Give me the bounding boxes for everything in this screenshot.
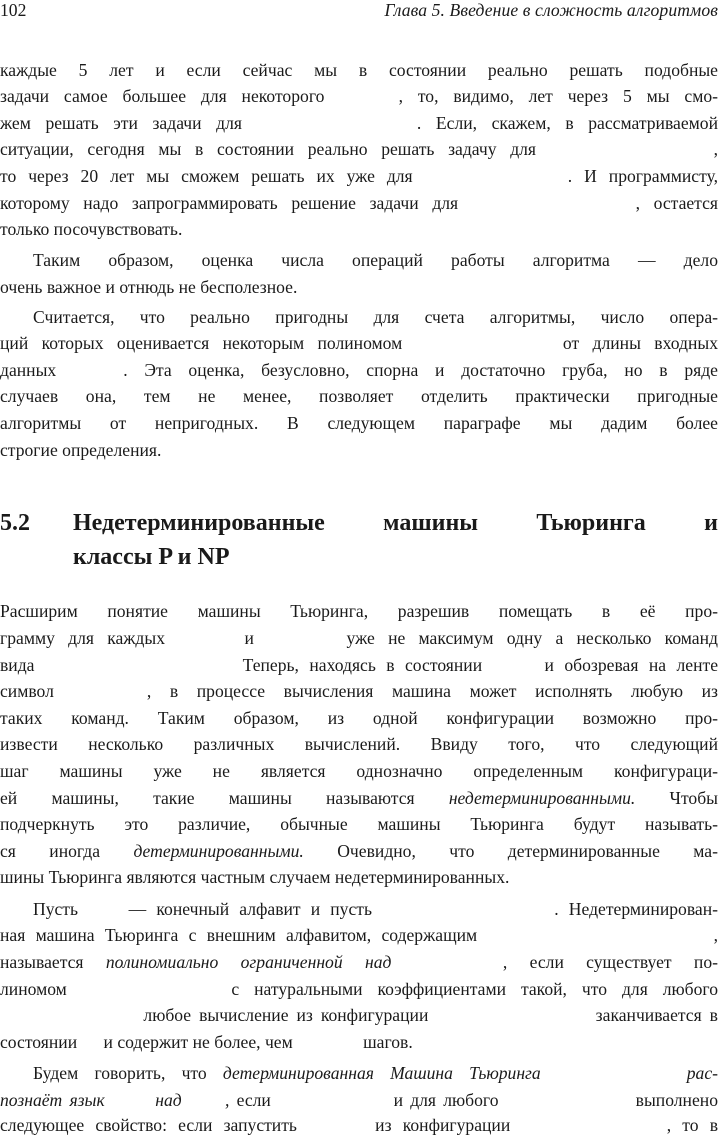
- chapter-title: Глава 5. Введение в сложность алгоритмов: [384, 0, 718, 20]
- section-title: Недетерминированные машины Тьюринга и: [73, 510, 718, 536]
- text-line: задачи самое большее для некоторого , то, видимо, лет через 5 мы смо-: [0, 86, 718, 106]
- section-number: 5.2: [0, 510, 30, 536]
- text-line: шаг машины уже не является однозначно определенным конфигураци-: [0, 761, 718, 781]
- text-line: ная машина Тьюринга с внешним алфавитом, содержащим ,: [0, 925, 718, 945]
- text-line: то через 20 лет мы сможем решать их уже для . И программисту,: [0, 166, 718, 186]
- text-line: линомом с натуральными коэффициентами такой, что для любого: [0, 979, 718, 999]
- text-line: вида Теперь, находясь в состоянии и обозревая на ленте: [0, 655, 718, 675]
- text-line: ей машины, такие машины называются недетерминированными. Чтобы: [0, 788, 718, 808]
- text-line: Таким образом, оценка числа операций работы алгоритма — дело: [33, 250, 718, 270]
- text-line: называется полиномиально ограниченной над , если существует по-: [0, 952, 718, 972]
- text-line: познаёт язык над , если и для любого выполнено: [0, 1090, 718, 1110]
- text-line: ся иногда детерминированными. Очевидно, что детерминированные ма-: [0, 841, 718, 861]
- text-line: Пусть — конечный алфавит и пусть . Недетерминирован-: [33, 899, 718, 919]
- section-title: классы P и NP: [73, 544, 230, 570]
- text-line: очень важное и отнюдь не бесполезное.: [0, 277, 298, 297]
- text-line: случаев она, тем не менее, позволяет отделить практически пригодные: [0, 386, 718, 406]
- text-line: каждые 5 лет и если сейчас мы в состоянии реально решать подобные: [0, 60, 718, 80]
- text-line: шины Тьюринга являются частным случаем недетерминированных.: [0, 867, 510, 887]
- text-line: Будем говорить, что детерминированная Машина Тьюринга рас-: [33, 1063, 718, 1083]
- text-line: только посочувствовать.: [0, 219, 183, 239]
- text-line: состоянии и содержит не более, чем шагов.: [0, 1032, 413, 1052]
- page-number: 102: [0, 0, 27, 20]
- text-line: Считается, что реально пригодны для счета алгоритмы, число опера-: [33, 307, 718, 327]
- text-line: строгие определения.: [0, 440, 162, 460]
- term-emphasis: познаёт язык над ,: [0, 1090, 230, 1110]
- text-line: извести несколько различных вычислений. Ввиду того, что следующий: [0, 734, 718, 754]
- text-line: символ , в процессе вычисления машина может исполнять любую из: [0, 681, 718, 701]
- term-emphasis: недетерминированными.: [448, 788, 636, 808]
- text-line: следующее свойство: если запустить из конфигурации , то в: [0, 1115, 718, 1135]
- text-line: алгоритмы от непригодных. В следующем параграфе мы дадим более: [0, 413, 718, 433]
- text-line: таких команд. Таким образом, из одной конфигурации возможно про-: [0, 708, 718, 728]
- term-emphasis: детерминированная Машина Тьюринга рас-: [222, 1063, 718, 1083]
- running-header: [0, 0, 718, 26]
- text-line: данных . Эта оценка, безусловно, спорна и достаточно груба, но в ряде: [0, 360, 718, 380]
- text-line: Расширим понятие машины Тьюринга, разрешив помещать в её про-: [0, 601, 718, 621]
- text-line: подчеркнуть это различие, обычные машины Тьюринга будут называть-: [0, 814, 718, 834]
- term-emphasis: полиномиально ограниченной над: [105, 952, 392, 972]
- text-line: ситуации, сегодня мы в состоянии реально решать задачу для ,: [0, 139, 718, 159]
- text-line: которому надо запрограммировать решение задачи для , остается: [0, 193, 718, 213]
- text-line: ций которых оценивается некоторым полиномом от длины входных: [0, 333, 718, 353]
- text-line: грамму для каждых и уже не максимум одну а несколько команд: [0, 628, 718, 648]
- text-line: любое вычисление из конфигурации заканчивается в: [0, 1005, 718, 1025]
- text-line: жем решать эти задачи для . Если, скажем, в рассматриваемой: [0, 113, 718, 133]
- term-emphasis: детерминированными.: [133, 841, 304, 861]
